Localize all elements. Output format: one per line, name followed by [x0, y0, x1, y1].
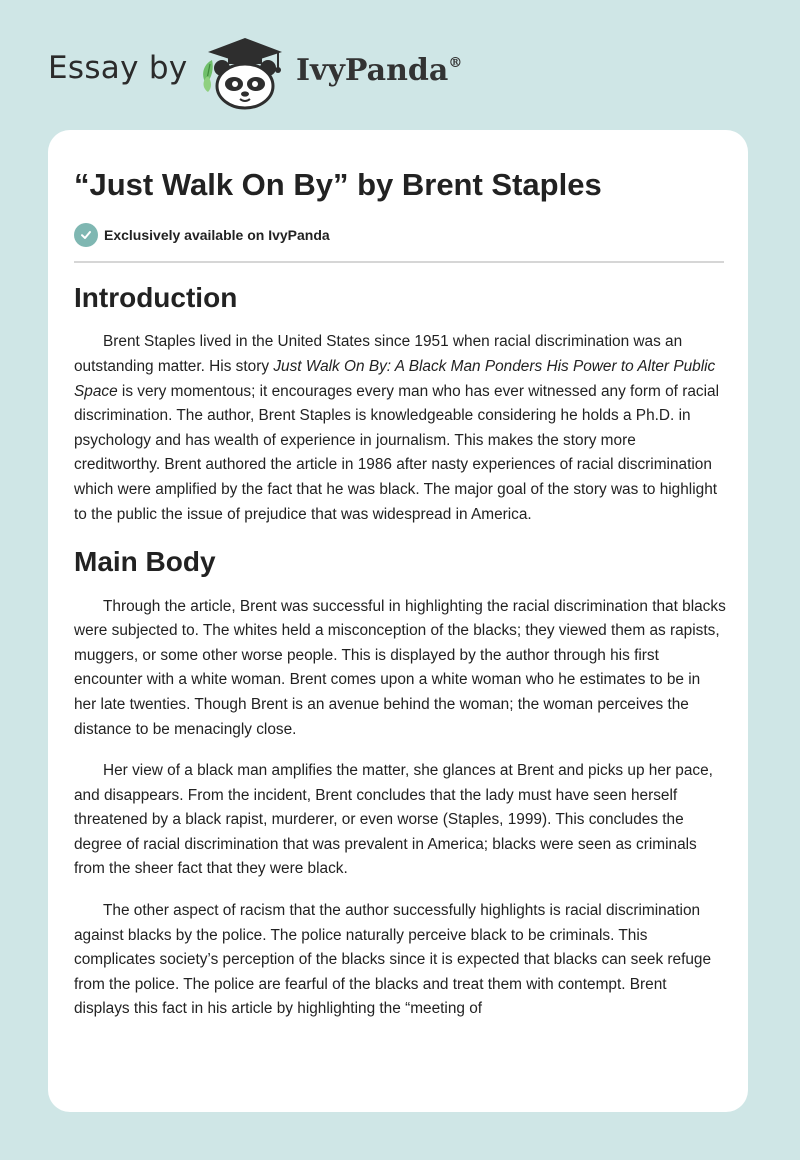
paragraph-text: is very momentous; it encourages every man who has ever witnessed any form of racial discrimination. The author, Brent Staples is knowledgeable considering he holds a Ph.D. in psychology and has wealth of experience in journalism. This makes the story more creditworthy. Brent authored the article in 1986 after nasty experiences of racial discrimination which were amplified by the fact that he was black. The major goal of the story was to highlight to the public the issue of prejudice that was widespread in America.: [74, 382, 719, 523]
brand-name-text: IvyPanda: [296, 53, 449, 88]
paragraph-text: Brent Staples lived in the United States since 1951 when racial discrimination was an outstanding matter. His story: [74, 333, 683, 375]
brand-name[interactable]: [296, 53, 462, 88]
article-body: [74, 280, 726, 1039]
section-heading-main-body: Main Body: [74, 546, 216, 578]
paragraph: The other aspect of racism that the author successfully highlights is racial discrimination against blacks by the police. The police naturally perceive black to be criminals. This complicates society’s perception of the blacks since it is expected that blacks can seek refuge from the police. The police are fearful of the blacks and treat them with contempt. Brent displays this fact in his article by highlighting the “meeting of: [74, 902, 712, 1018]
story-title-italic: Just Walk On By: A Black Man Ponders His Power to Alter Public Space: [74, 357, 716, 400]
paragraph: Through the article, Brent was successful in highlighting the racial discrimination that blacks were subjected to. The whites held a misconception of the blacks; they viewed them as rapists, muggers, or some other worse people. This is displayed by the author through his first encounter with a white woman. Brent comes upon a white woman who he estimates to be in her late twenties. Though Brent is an avenue behind the woman; the woman perceives the distance to be menacingly close.: [74, 597, 726, 738]
registered-mark: ®: [448, 55, 463, 71]
site-header: [0, 0, 800, 130]
availability-badge: [74, 222, 330, 248]
paragraph: Her view of a black man amplifies the matter, she glances at Brent and picks up her pace, and disappears. From the incident, Brent concludes that the lady must have seen herself threatened by a black rapist, murderer, or even worse (Staples, 1999). This concludes the degree of racial discrimination that was prevalent in America; blacks were seen as criminals from the sheer fact that they were black.: [74, 762, 713, 878]
panda-graduation-cap-icon: [198, 34, 292, 110]
article-card: [48, 130, 748, 1112]
article-title: “Just Walk On By” by Brent Staples: [74, 167, 602, 202]
brand-prefix: Essay by: [48, 50, 188, 86]
availability-text: Exclusively available on IvyPanda: [104, 227, 330, 243]
check-circle-icon: [74, 223, 98, 247]
section-heading-introduction: Introduction: [74, 282, 238, 313]
title-divider: [74, 261, 724, 263]
paragraph: [74, 330, 726, 527]
